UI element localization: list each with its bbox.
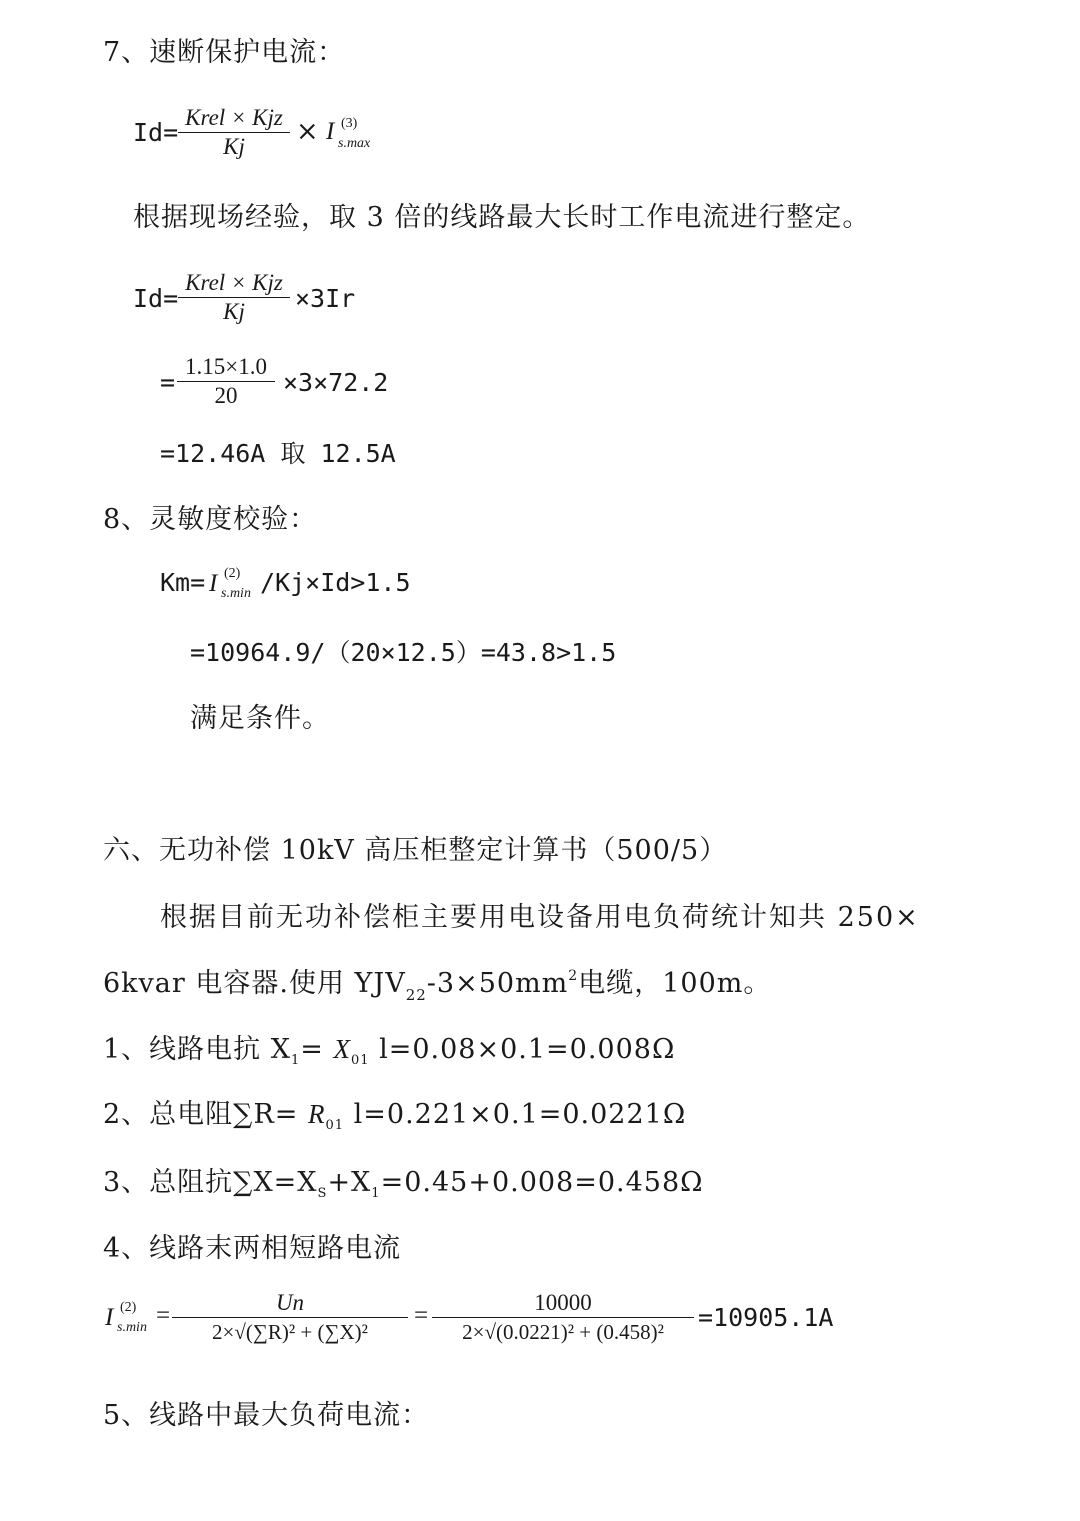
- reactance-symbol: X: [333, 1034, 351, 1064]
- equals-sign: =: [156, 1302, 171, 1329]
- section-8-heading: 8、灵敏度校验：: [103, 504, 318, 535]
- current-symbol: I: [326, 118, 335, 145]
- equals-sign: =: [160, 368, 176, 397]
- section-7-heading: 7、速断保护电流：: [103, 37, 346, 68]
- item-text-a: 3、总阻抗∑X=X: [103, 1167, 318, 1198]
- formula-rhs: ×3×72.2: [283, 368, 389, 397]
- fraction-denominator: 2×√(∑R)² + (∑X)²: [172, 1317, 408, 1346]
- equals-sign: =: [414, 1302, 429, 1329]
- subscript: 1: [290, 1053, 301, 1068]
- condition-text: 满足条件。: [190, 703, 330, 734]
- item-text-a: 1、线路电抗 X: [103, 1034, 291, 1065]
- subscript: s.min: [221, 586, 251, 601]
- resistance-symbol: R: [308, 1099, 326, 1129]
- formula-fraction: [178, 269, 290, 326]
- formula-result: =10905.1A: [698, 1303, 834, 1332]
- item-text-a: 2、总电阻∑R=: [103, 1099, 308, 1130]
- item-2: [103, 1097, 686, 1137]
- item-text-c: l=0.221×0.1=0.0221Ω: [344, 1099, 687, 1130]
- item-text-c: =0.45+0.008=0.458Ω: [380, 1167, 704, 1198]
- section-6-title: 六、无功补偿 10kV 高压柜整定计算书（500/5）: [103, 835, 728, 866]
- intro-line-1: 根据目前无功补偿柜主要用电设备用电负荷统计知共 250×: [160, 902, 920, 933]
- intro-text-c: 电缆，100m。: [578, 968, 772, 999]
- fraction-denominator: Kj: [178, 297, 290, 326]
- item-1: [103, 1032, 675, 1072]
- item-text-b: =: [300, 1034, 334, 1065]
- subscript: 01: [325, 1118, 345, 1133]
- item-3: [103, 1166, 704, 1205]
- intro-text-b: -3×50mm: [426, 968, 569, 999]
- current-symbol: I: [105, 1304, 114, 1331]
- formula-rhs: /Kj×Id>1.5: [260, 568, 411, 597]
- superscript: (3): [341, 116, 358, 131]
- formula-lhs: Id=: [133, 118, 179, 147]
- subscript: s.max: [338, 136, 371, 151]
- formula-lhs: Id=: [133, 284, 179, 313]
- formula-fraction: [177, 353, 275, 410]
- formula-lhs: Km=: [160, 568, 206, 597]
- formula-rhs: ×3Ir: [295, 284, 356, 313]
- current-symbol: I: [209, 570, 218, 597]
- fraction-numerator: 1.15×1.0: [185, 354, 267, 379]
- times-symbol: ×: [296, 116, 319, 147]
- intro-line-2: [103, 967, 771, 1005]
- formula-fraction: [178, 104, 290, 161]
- fraction-denominator: 2×√(0.0221)² + (0.458)²: [432, 1317, 694, 1346]
- subscript: s.min: [117, 1320, 147, 1335]
- intro-text-a: 6kvar 电容器.使用 YJV: [103, 968, 406, 999]
- subscript: 22: [405, 986, 427, 1004]
- note-text: 根据现场经验，取 3 倍的线路最大长时工作电流进行整定。: [133, 202, 871, 233]
- superscript: (2): [224, 566, 241, 581]
- item-text-b: +X: [327, 1167, 372, 1198]
- fraction-numerator: Krel × Kjz: [185, 270, 283, 295]
- calc-text: =10964.9/（20×12.5）=43.8>1.5: [190, 638, 617, 667]
- formula-fraction-numeric: [432, 1289, 694, 1346]
- fraction-numerator: Un: [275, 1290, 305, 1315]
- superscript: 2: [568, 968, 579, 984]
- subscript: S: [317, 1186, 328, 1201]
- subscript: 1: [371, 1186, 381, 1201]
- result-text: =12.46A 取 12.5A: [160, 439, 396, 468]
- item-5-heading: 5、线路中最大负荷电流：: [103, 1400, 430, 1431]
- fraction-denominator: Kj: [178, 132, 290, 161]
- item-4-heading: 4、线路末两相短路电流: [103, 1233, 402, 1264]
- fraction-numerator: Krel × Kjz: [185, 105, 283, 130]
- fraction-numerator: 10000: [534, 1290, 592, 1315]
- fraction-denominator: 20: [177, 381, 275, 410]
- subscript: 01: [350, 1053, 370, 1068]
- item-text-c: l=0.08×0.1=0.008Ω: [369, 1034, 676, 1065]
- formula-fraction-symbolic: [172, 1289, 408, 1346]
- superscript: (2): [120, 1300, 137, 1315]
